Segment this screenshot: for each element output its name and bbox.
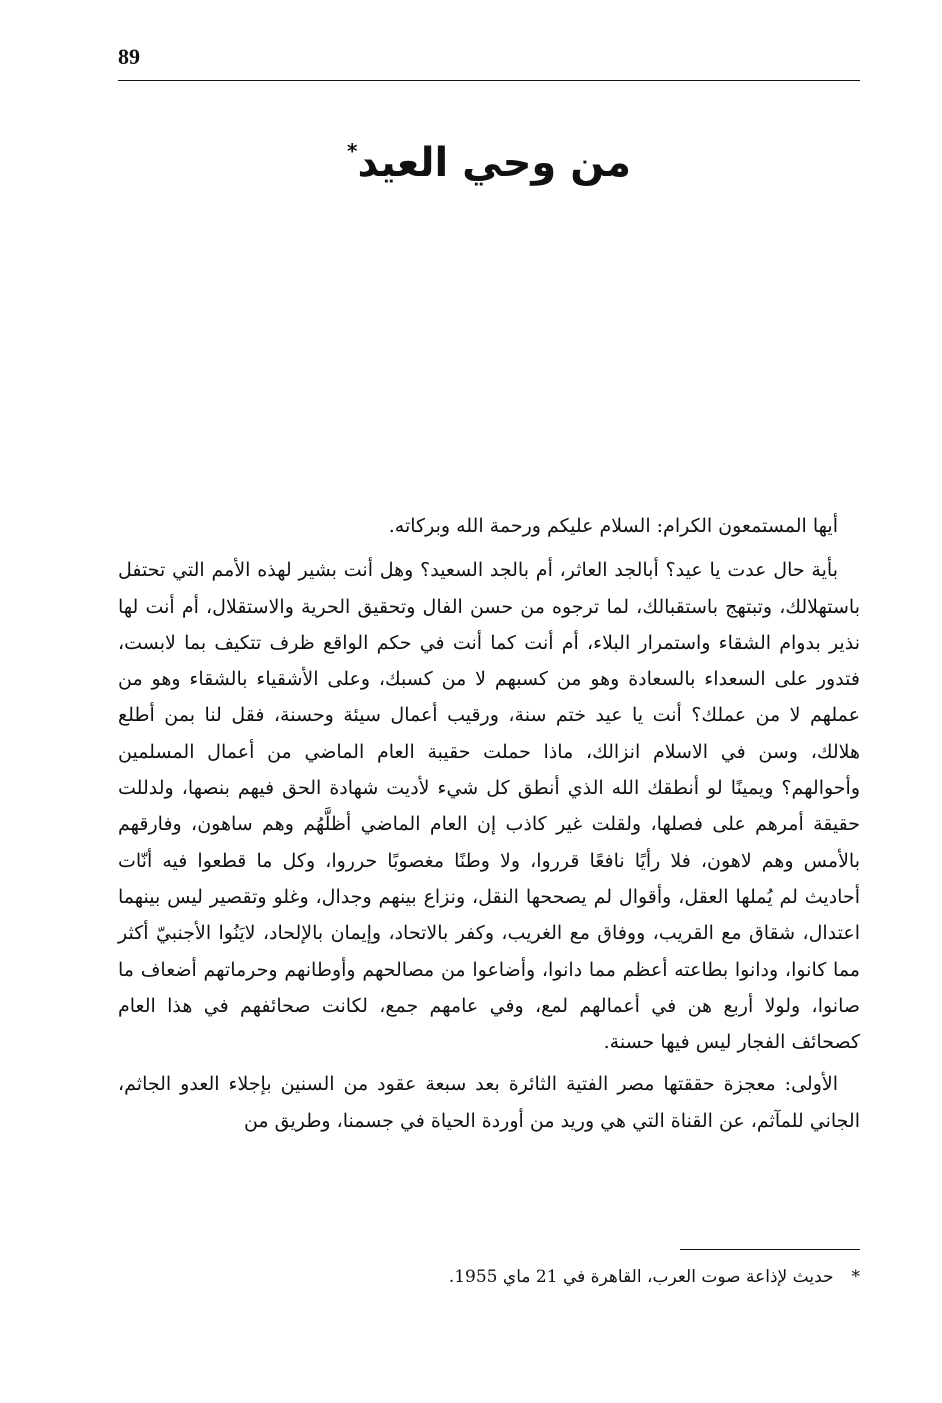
footnote-marker: * <box>851 1267 860 1287</box>
chapter-title <box>118 139 860 187</box>
page-number: 89 <box>118 44 140 69</box>
paragraph-1: بأية حال عدت يا عيد؟ أبالجد العاثر، أم بالجد السعيد؟ وهل أنت بشير لهذه الأمم التي تحتفل باستهلالك، وتبتهج باستقبالك، لما ترجوه من حسن الفال وتحقيق الحرية والاستقلال، أم أنت لها نذير بدوام الشقاء واستمرار البلاء، أم أنت كما أنت في حكم الواقع ظرف تتكيف بما لابست، فتدور على السعداء بالسعادة وهو من كسبهم لا من كسبك، وعلى الأشقياء بالشقاء وهو من عملهم لا من عملك؟ أنت يا عيد ختم سنة، ورقيب أعمال سيئة وحسنة، فقل لنا بمن أطلع هلالك، وسن في الاسلام انزالك، ماذا حملت حقيبة العام الماضي من أعمال المسلمين وأحوالهم؟ ويمينًا لو أنطقك الله الذي أنطق كل شيء لأديت شهادة الحق فيهم بنصها، ولدللت حقيقة أمرهم على فصلها، ولقلت غير كاذب إن العام الماضي أظلَّهُم وهم ساهون، وفارقهم بالأمس وهم لاهون، فلا رأيًا نافعًا قرروا، ولا وطنًا مغصوبًا حرروا، وكل ما قطعوا فيه أنّات أحاديث لم يُملها العقل، وأقوال لم يصححها النقل، ونزاع بينهم وجدال، وغلو وتقصير ليس بينهما اعتدال، شقاق مع القريب، ووفاق مع الغريب، وكفر بالاتحاد، وإيمان بالإلحاد، لايَنُوا الأجنبيّ أكثر مما كانوا، ودانوا بطاعته أعظم مما دانوا، وأضاعوا من مصالحهم وأوطانهم وحرماتهم أضعاف ما صانوا، ولولا أربع هن في أعمالهم لمع، وفي عامهم جمع، لكانت صحائفهم في هذا العام كصحائف الفجار ليس فيها حسنة. <box>118 559 860 1054</box>
body-text <box>118 508 860 1145</box>
footnote <box>118 1262 860 1292</box>
chapter-title-text: من وحي العيد <box>357 139 631 186</box>
header-rule <box>118 80 860 81</box>
footnote-text: حديث لإذاعة صوت العرب، القاهرة في 21 ماي 1955. <box>448 1267 834 1287</box>
footnote-rule <box>680 1249 860 1250</box>
paragraph-2: الأولى: معجزة حققتها مصر الفتية الثائرة بعد سبعة عقود من السنين بإجلاء العدو الجاثم، الجاني للمآثم، عن القناة التي هي وريد من أوردة الحياة في جسمنا، وطريق من <box>118 1073 860 1132</box>
salutation-paragraph: أيها المستمعون الكرام: السلام عليكم ورحمة الله وبركاته. <box>388 515 838 537</box>
title-footnote-marker: * <box>347 138 358 163</box>
